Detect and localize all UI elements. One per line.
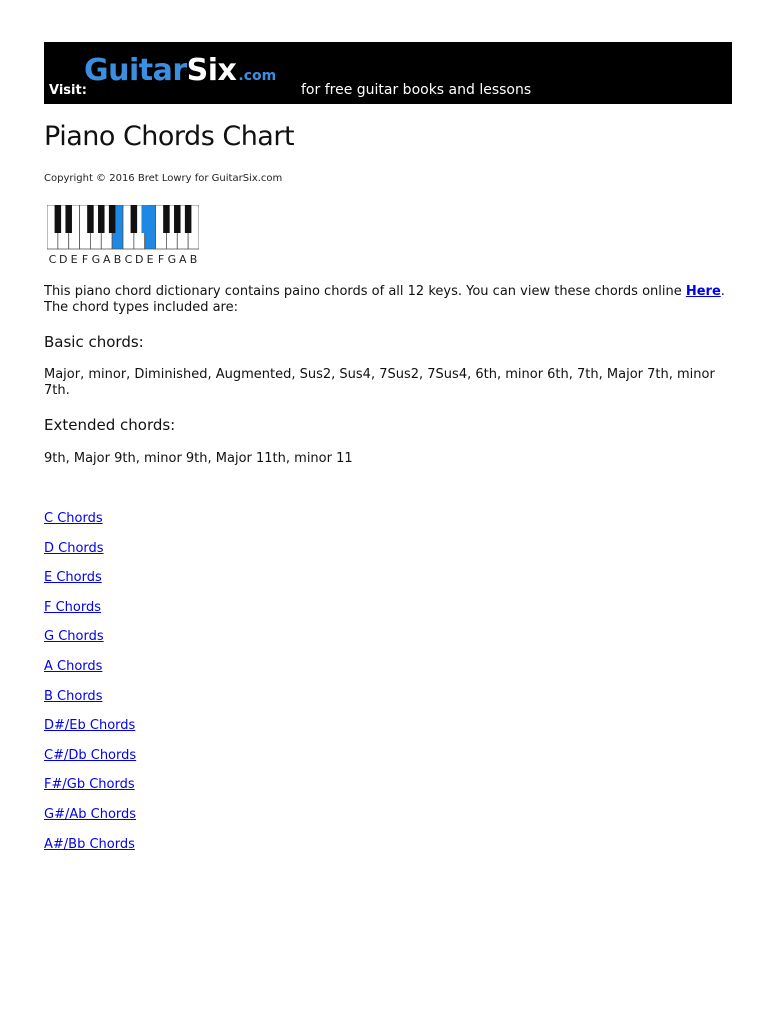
list-item xyxy=(44,540,136,570)
logo-six-text: Six xyxy=(186,53,237,88)
chord-link[interactable]: C#/Db Chords xyxy=(44,747,137,763)
piano-black-key xyxy=(163,205,170,233)
piano-key-label: B xyxy=(189,253,198,266)
intro-text: This piano chord dictionary contains paino chords of all 12 keys. You can view these chords online xyxy=(44,284,686,299)
list-item xyxy=(44,510,136,540)
chord-link[interactable]: G#/Ab Chords xyxy=(44,806,137,822)
chord-link[interactable]: D#/Eb Chords xyxy=(44,718,136,734)
piano-key-label: A xyxy=(102,253,111,266)
here-link[interactable]: Here xyxy=(685,284,721,299)
piano-black-key xyxy=(87,205,94,233)
extended-chords-heading: Extended chords: xyxy=(44,416,176,434)
list-item xyxy=(44,776,136,806)
chord-link[interactable]: A#/Bb Chords xyxy=(44,836,135,852)
list-item xyxy=(44,806,136,836)
piano-key-label: G xyxy=(167,253,177,266)
list-item xyxy=(44,599,136,629)
piano-black-key xyxy=(174,205,181,233)
chord-link[interactable]: E Chords xyxy=(44,570,102,586)
chord-link[interactable]: B Chords xyxy=(44,688,103,704)
piano-keyboard-icon xyxy=(47,205,199,272)
piano-key-label: C xyxy=(124,253,133,266)
piano-key-label: F xyxy=(81,253,89,266)
list-item xyxy=(44,717,136,747)
basic-chords-heading: Basic chords: xyxy=(44,333,144,351)
list-item xyxy=(44,658,136,688)
chord-link[interactable]: G Chords xyxy=(44,629,104,645)
header-banner[interactable] xyxy=(44,42,732,104)
chord-link[interactable]: A Chords xyxy=(44,658,103,674)
piano-key-label: D xyxy=(59,253,68,266)
list-item xyxy=(44,688,136,718)
piano-black-key xyxy=(65,205,72,233)
list-item xyxy=(44,747,136,777)
piano-black-key xyxy=(131,205,138,233)
banner-tagline: for free guitar books and lessons xyxy=(301,82,532,98)
piano-key-label: B xyxy=(113,253,122,266)
list-item xyxy=(44,569,136,599)
chord-link[interactable]: F#/Gb Chords xyxy=(44,777,135,793)
page-title: Piano Chords Chart xyxy=(44,121,295,152)
logo-guitar-text: Guitar xyxy=(84,53,187,88)
piano-black-key xyxy=(141,205,148,233)
piano-key-label: C xyxy=(48,253,57,266)
intro-period: . xyxy=(720,284,725,299)
guitarsix-logo[interactable] xyxy=(84,55,276,87)
piano-black-key xyxy=(55,205,62,233)
intro-paragraph xyxy=(44,284,734,316)
list-item xyxy=(44,836,136,866)
intro-line2: The chord types included are: xyxy=(44,300,238,315)
chord-link-list xyxy=(44,510,136,865)
list-item xyxy=(44,628,136,658)
basic-chords-list: Major, minor, Diminished, Augmented, Sus2, Sus4, 7Sus2, 7Sus4, 6th, minor 6th, 7th, Major 7th, minor 7th. xyxy=(44,367,715,398)
logo-com-text: .com xyxy=(238,68,277,84)
piano-black-key xyxy=(98,205,105,233)
banner-visit-label: Visit: xyxy=(49,83,87,98)
chord-link[interactable]: F Chords xyxy=(44,599,102,615)
piano-black-key xyxy=(109,205,116,233)
extended-chords-list: 9th, Major 9th, minor 9th, Major 11th, minor 11 xyxy=(44,451,353,466)
chord-link[interactable]: D Chords xyxy=(44,540,104,556)
piano-key-label: D xyxy=(135,253,144,266)
piano-black-key xyxy=(185,205,192,233)
piano-key-label: E xyxy=(70,253,78,266)
piano-key-label: F xyxy=(157,253,165,266)
piano-key-label: G xyxy=(91,253,101,266)
piano-key-label: E xyxy=(146,253,154,266)
piano-key-label: A xyxy=(178,253,187,266)
chord-link[interactable]: C Chords xyxy=(44,511,103,526)
copyright-notice: Copyright © 2016 Bret Lowry for GuitarSix.com xyxy=(44,173,283,184)
